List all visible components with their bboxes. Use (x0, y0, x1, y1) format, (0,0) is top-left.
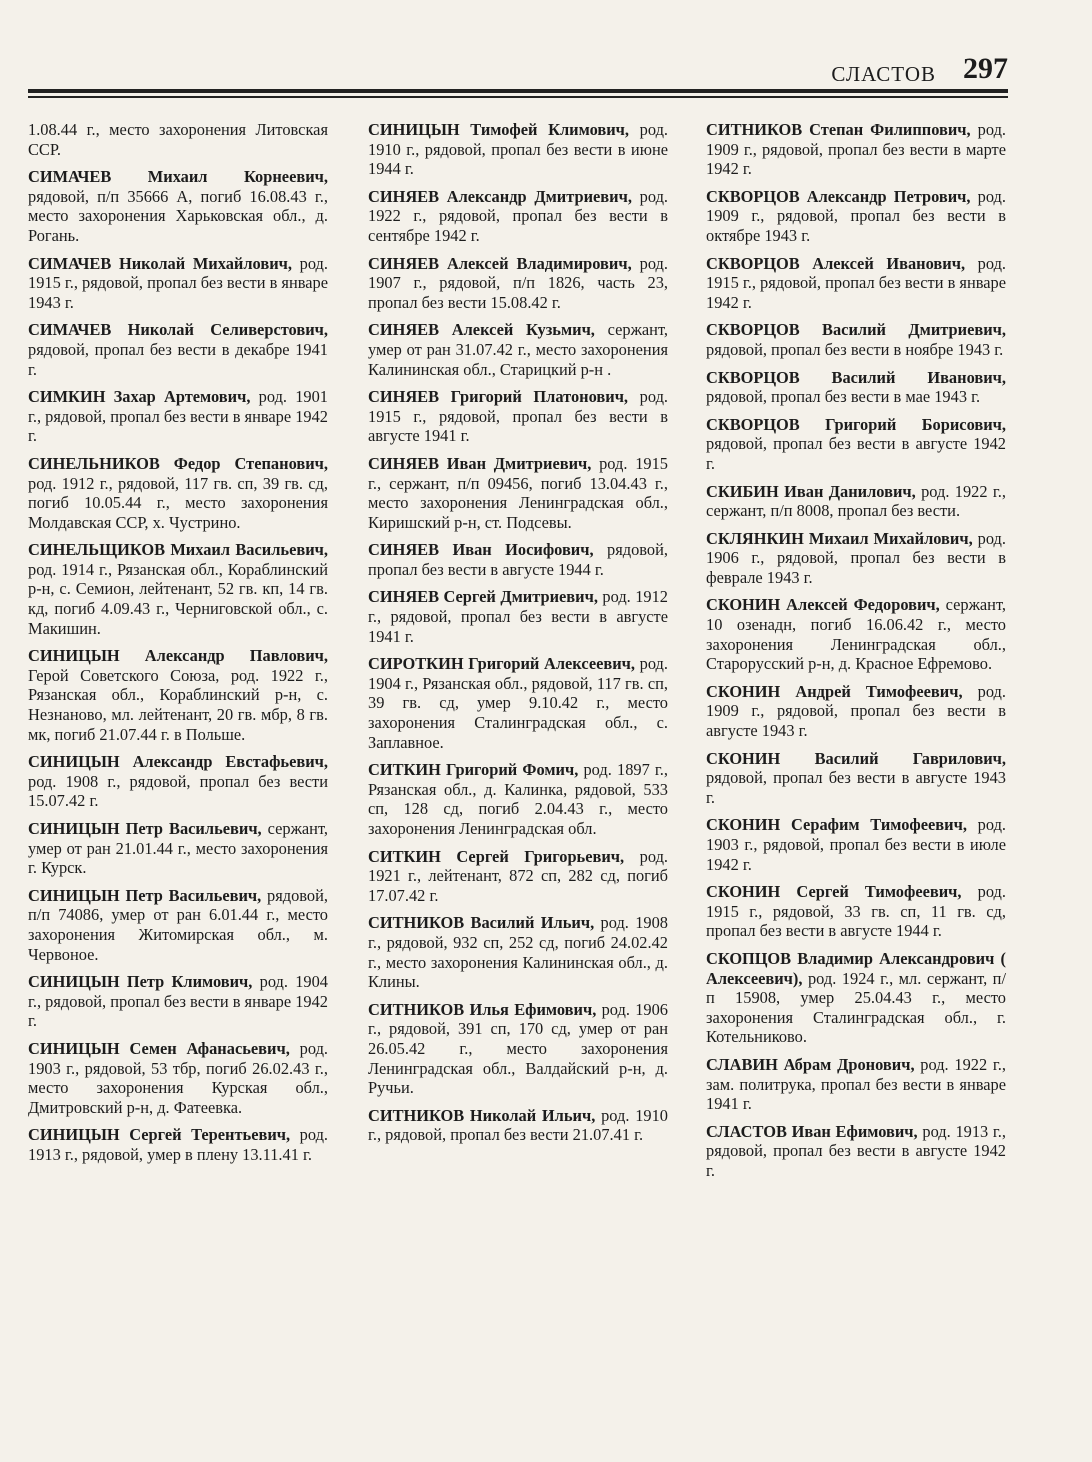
entry (706, 682, 1006, 741)
entry-text: 1.08.44 г., место захоронения Литовская ССР. (28, 120, 328, 159)
entry-name: СИНИЦЫН Петр Васильевич, (28, 885, 262, 905)
entry-text: род. 1924 г., мл. сержант, п/п 15908, умер 25.04.43 г., место захоронения Сталинградская обл., г. Котельниково. (706, 968, 1006, 1047)
entry-text: род. 1909 г., рядовой, пропал без вести в октябре 1943 г. (706, 186, 1006, 245)
entry (368, 913, 668, 991)
entry-text: род. 1908 г., рядовой, 932 сп, 252 сд, погиб 24.02.42 г., место захоронения Калининская обл., д. Клины. (368, 913, 668, 992)
column-1 (28, 120, 328, 1173)
entry-name: СИНЯЕВ Алексей Кузьмич, (368, 320, 595, 340)
entry (368, 320, 668, 379)
entry-text: род. 1915 г., рядовой, пропал без вести в январе 1942 г. (706, 253, 1007, 312)
entry-name: СИНИЦЫН Александр Павлович, (28, 646, 328, 666)
entry-text: род. 1904 г., рядовой, пропал без вести в январе 1942 г. (28, 972, 328, 1031)
entry-name: СИТКИН Григорий Фомич, (368, 760, 579, 780)
entry-text: род. 1914 г., Рязанская обл., Кораблинский р-н, с. Семион, лейтенант, 52 гв. кп, 14 гв. кд, погиб 4.09.43 г., Черниговской обл., с. Макишин. (28, 559, 328, 638)
entry-text: род. 1909 г., рядовой, пропал без вести в августе 1943 г. (706, 681, 1006, 741)
entry (368, 1000, 668, 1098)
entry (706, 749, 1006, 808)
entry-name: СИНИЦЫН Сергей Терентьевич, (28, 1125, 291, 1145)
entry-name: СИТНИКОВ Илья Ефимович, (368, 999, 597, 1019)
entry-name: СИМКИН Захар Артемович, (28, 387, 251, 407)
entry-name: СКОНИН Андрей Тимофеевич, (706, 681, 963, 701)
entry (368, 654, 668, 752)
entry-text: род. 1904 г., Рязанская обл., рядовой, 117 гв. сп, 39 гв. сд, умер 9.10.42 г., место захоронения Сталинградская обл., с. Заплавное. (368, 654, 668, 752)
entry (28, 646, 328, 744)
entry-name: СИНИЦЫН Семен Афанасьевич, (28, 1038, 290, 1058)
entry-name: СКИБИН Иван Данилович, (706, 481, 916, 501)
entry (28, 120, 328, 159)
entry (368, 454, 668, 532)
entry (706, 254, 1006, 313)
entry-name: СКВОРЦОВ Алексей Иванович, (706, 253, 966, 273)
entry (368, 587, 668, 646)
entry-name: СИНЯЕВ Алексей Владимирович, (368, 253, 632, 273)
entry-text: род. 1913 г., рядовой, пропал без вести в августе 1942 г. (706, 1121, 1007, 1180)
header-rule-thick (28, 89, 1008, 93)
entry (706, 415, 1006, 474)
entry (28, 540, 328, 638)
entry-text: рядовой, пропал без вести в августе 1944 г. (368, 540, 668, 579)
entry (368, 254, 668, 313)
entry (368, 540, 668, 579)
entry-text: род. 1915 г., сержант, п/п 09456, погиб 13.04.43 г., место захоронения Ленинградская обл., Киришский р-н, ст. Подсевы. (368, 453, 668, 532)
entry (706, 482, 1006, 521)
entry-text: род. 1906 г., рядовой, 391 сп, 170 сд, умер от ран 26.05.42 г., место захоронения Ленинградская обл., Валдайский р-н, д. Ручьи. (368, 999, 668, 1098)
entry-text: рядовой, пропал без вести в августе 1942 г. (706, 434, 1006, 473)
entry (706, 187, 1006, 246)
entry-text: рядовой, пропал без вести в мае 1943 г. (706, 387, 981, 407)
entry-name: СКЛЯНКИН Михаил Михайлович, (706, 528, 973, 548)
entry-name: СИНЯЕВ Сергей Дмитриевич, (368, 587, 598, 607)
entry-name: СКОНИН Сергей Тимофеевич, (706, 882, 962, 902)
entry (28, 972, 328, 1031)
entry (28, 752, 328, 811)
entry (368, 760, 668, 838)
entry (706, 529, 1006, 588)
entry (368, 847, 668, 906)
entry-text: род. 1908 г., рядовой, пропал без вести 15.07.42 г. (28, 771, 328, 811)
entry-text: род. 1913 г., рядовой, умер в плену 13.11.41 г. (28, 1125, 329, 1164)
page-header (28, 52, 1008, 92)
entry-text: род. 1922 г., рядовой, пропал без вести в сентябре 1942 г. (368, 186, 668, 245)
entry-name: СИРОТКИН Григорий Алексеевич, (368, 654, 636, 674)
entry (706, 1055, 1006, 1114)
entry-text: рядовой, п/п 35666 А, погиб 16.08.43 г., место захоронения Харьковская обл., д. Рогань. (28, 186, 328, 245)
entry-name: СИНЯЕВ Александр Дмитриевич, (368, 186, 632, 206)
entry-name: СИМАЧЕВ Николай Михайлович, (28, 253, 292, 273)
entry (28, 1125, 328, 1164)
entry-name: СИНИЦЫН Александр Евстафьевич, (28, 752, 328, 772)
entry (28, 254, 328, 313)
entry-text: род. 1922 г., зам. политрука, пропал без вести в январе 1941 г. (706, 1054, 1007, 1114)
entry-text: рядовой, пропал без вести в декабре 1941 г. (28, 339, 328, 379)
entry-name: СКОНИН Василий Гаврилович, (706, 748, 1006, 768)
entry-text: сержант, 10 озенадн, погиб 16.06.42 г., место захоронения Ленинградская обл., Старорусский р-н, д. Красное Ефремово. (706, 595, 1006, 674)
entry (706, 320, 1006, 359)
entry-name: СИНИЦЫН Петр Климович, (28, 972, 253, 992)
entry-text: рядовой, пропал без вести в августе 1943 г. (706, 768, 1006, 807)
entry-name: СКОПЦОВ Владимир Александрович ( Алексеевич), (706, 948, 1006, 988)
entry-name: СИНЕЛЬЩИКОВ Михаил Васильевич, (28, 540, 328, 560)
entry-name: СИНИЦЫН Тимофей Климович, (368, 120, 630, 139)
entry-name: СЛАСТОВ Иван Ефимович, (706, 1121, 918, 1141)
entry-name: СИТКИН Сергей Григорьевич, (368, 846, 625, 866)
entry (28, 320, 328, 379)
entry-text: род. 1922 г., сержант, п/п 8008, пропал без вести. (706, 481, 1006, 521)
page-number: 297 (963, 52, 1008, 85)
entry-name: СИМАЧЕВ Михаил Корнеевич, (28, 167, 328, 187)
entry-name: СКОНИН Алексей Федорович, (706, 595, 940, 615)
entry-name: СИНЯЕВ Иван Дмитриевич, (368, 453, 592, 473)
entry-name: СИНИЦЫН Петр Васильевич, (28, 819, 262, 838)
entry (706, 1122, 1006, 1181)
entry-text: род. 1907 г., рядовой, п/п 1826, часть 23, пропал без вести 15.08.42 г. (368, 253, 668, 312)
entry-name: СКВОРЦОВ Григорий Борисович, (706, 414, 1006, 434)
entry-text: род. 1915 г., рядовой, 33 гв. сп, 11 гв. сд, пропал без вести в августе 1944 г. (706, 882, 1006, 941)
entry-name: СИНЕЛЬНИКОВ Федор Степанович, (28, 453, 328, 473)
entry-name: СКВОРЦОВ Василий Дмитриевич, (706, 320, 1006, 340)
entry-text: Герой Советского Союза, род. 1922 г., Рязанская обл., Кораблинский р-н, с. Незнаново, мл. лейтенант, 20 гв. мбр, 8 гв. мк, погиб 21.07.44 г. в Польше. (28, 665, 328, 744)
entry (368, 387, 668, 446)
entry (706, 595, 1006, 673)
entry-text: род. 1909 г., рядовой, пропал без вести в марте 1942 г. (706, 120, 1006, 179)
header-rule-thin (28, 96, 1008, 98)
entry-text: рядовой, п/п 74086, умер от ран 6.01.44 г., место захоронения Житомирская обл., м. Червоное. (28, 885, 328, 964)
entry-text: сержант, умер от ран 21.01.44 г., место захоронения г. Курск. (28, 819, 328, 878)
entry-text: род. 1897 г., Рязанская обл., д. Калинка, рядовой, 533 сп, 128 сд, погиб 2.04.43 г., место захоронения Ленинградская обл. (368, 760, 669, 838)
entry-text: род. 1906 г., рядовой, пропал без вести в феврале 1943 г. (706, 528, 1006, 587)
entry-text: род. 1912 г., рядовой, пропал без вести в августе 1941 г. (368, 587, 668, 646)
entry (28, 1039, 328, 1117)
entry-name: СИТНИКОВ Николай Ильич, (368, 1105, 596, 1125)
running-head: СЛАСТОВ (831, 62, 936, 86)
entry-name: СИТНИКОВ Степан Филиппович, (706, 120, 971, 139)
entry (28, 454, 328, 532)
column-2 (368, 120, 668, 1153)
entry-name: СЛАВИН Абрам Дронович, (706, 1054, 915, 1074)
entry (368, 1106, 668, 1145)
column-3 (706, 120, 1006, 1189)
entry-text: род. 1910 г., рядовой, пропал без вести в июне 1944 г. (368, 120, 668, 179)
entry-name: СКВОРЦОВ Василий Иванович, (706, 367, 1006, 387)
entry-text: род. 1915 г., рядовой, пропал без вести в августе 1941 г. (368, 387, 668, 446)
entry-text: сержант, умер от ран 31.07.42 г., место захоронения Калининская обл., Старицкий р-н . (368, 320, 668, 379)
entry-text: рядовой, пропал без вести в ноябре 1943 г. (706, 339, 1004, 359)
entry-text: род. 1915 г., рядовой, пропал без вести в январе 1943 г. (28, 253, 328, 312)
entry-text: род. 1921 г., лейтенант, 872 сп, 282 сд, погиб 17.07.42 г. (368, 846, 669, 905)
entry-text: род. 1903 г., рядовой, пропал без вести в июле 1942 г. (706, 815, 1006, 874)
entry-text: род. 1912 г., рядовой, 117 гв. сп, 39 гв. сд, погиб 10.05.44 г., место захоронения Молдавская ССР, х. Чустрино. (28, 473, 328, 532)
entry (706, 815, 1006, 874)
entry-name: СИТНИКОВ Василий Ильич, (368, 913, 595, 933)
entry (28, 886, 328, 964)
entry (706, 949, 1006, 1047)
entry (706, 882, 1006, 941)
entry-text: род. 1901 г., рядовой, пропал без вести в январе 1942 г. (28, 387, 328, 446)
entry-name: СИНЯЕВ Иван Иосифович, (368, 540, 594, 560)
entry-name: СКОНИН Серафим Тимофеевич, (706, 815, 967, 835)
entry-text: род. 1910 г., рядовой, пропал без вести 21.07.41 г. (368, 1105, 668, 1145)
entry-name: СКВОРЦОВ Александр Петрович, (706, 186, 971, 206)
entry-text: род. 1903 г., рядовой, 53 тбр, погиб 26.02.43 г., место захоронения Курская обл., Дмитровский р-н, д. Фатеевка. (28, 1038, 329, 1117)
entry (706, 368, 1006, 407)
entry (368, 120, 668, 179)
entry (706, 120, 1006, 179)
entry-name: СИНЯЕВ Григорий Платонович, (368, 387, 629, 407)
entry (28, 387, 328, 446)
entry (368, 187, 668, 246)
entry-name: СИМАЧЕВ Николай Селиверстович, (28, 320, 328, 340)
entry (28, 819, 328, 878)
entry (28, 167, 328, 245)
